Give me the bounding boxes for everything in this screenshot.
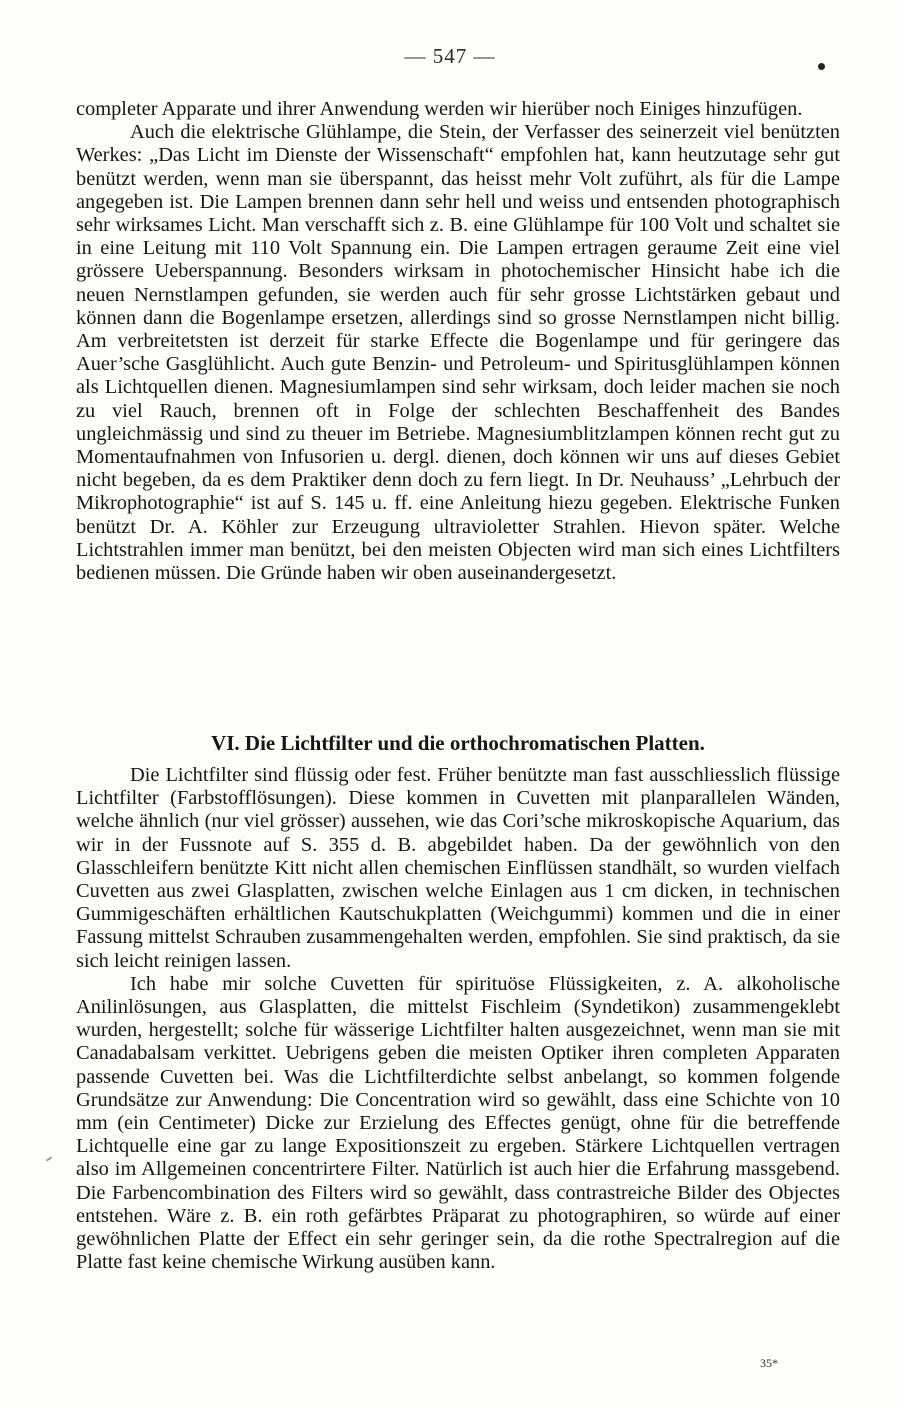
paragraph-light-sources: Auch die elektrische Glühlampe, die Stein, der Verfasser des seinerzeit viel benützten Werkes: „Das Licht im Dienste der Wissenschaft“ empfohlen hat, kann heutzutage sehr gut benützt werden, wenn man sie überspannt, das heisst mehr Volt zuführt, als für die Lampe angegeben ist. Die Lampen brennen dann sehr hell und weiss und entsenden photographisch sehr wirksames Licht. Man verschafft sich z. B. eine Glühlampe für 100 Volt und schaltet sie in eine Leitung mit 110 Volt Spannung ein. Die Lampen ertragen geraume Zeit eine viel grössere Ueberspannung. Besonders wirksam in photochemischer Hinsicht habe ich die neuen Nernstlampen gefunden, sie werden auch für sehr grosse Lichtstärken gebaut und können dann die Bogenlampe ersetzen, allerdings sind so grosse Nernstlampen nicht billig. Am verbreitetsten ist derzeit für starke Effecte die Bogenlampe und für geringere das Auer’sche Gasglühlicht. Auch gute Benzin- und Petroleum- und Spiritusglühlampen können als Lichtquellen dienen. Magnesiumlampen sind sehr wirksam, doch leider machen sie noch zu viel Rauch, brennen oft in Folge der schlechten Beschaffenheit des Bandes ungleichmässig und sind zu theuer im Betriebe. Magnesiumblitzlampen können recht gut zu Momentaufnahmen von Infusorien u. dergl. dienen, doch können wir uns auf dieses Gebiet nicht begeben, da es dem Praktiker denn doch zu fern liegt. In Dr. Neuhauss’ „Lehrbuch der Mikrophotographie“ ist auf S. 145 u. ff. eine Anleitung hiezu gegeben. Elektrische Funken benützt Dr. A. Köhler zur Erzeugung ultravioletter Strahlen. Hievon später. Welche Lichtstrahlen immer man benützt, bei den meisten Objecten wird man sich eines Lichtfilters bedienen müssen. Die Gründe haben wir oben auseinandergesetzt. [76, 121, 840, 585]
printer-signature: 35* [760, 1356, 778, 1370]
paragraph-cuvettes: Ich habe mir solche Cuvetten für spirituöse Flüssigkeiten, z. A. alkoholische Anilinlösungen, aus Glasplatten, die mittelst Fischleim (Syndetikon) zusammengeklebt wurden, hergestellt; solche für wässerige Lichtfilter halten ausgezeichnet, wenn man sie mit Canadabalsam verkittet. Uebrigens geben die meisten Optiker ihren completen Apparaten passende Cuvetten bei. Was die Lichtfilterdichte selbst anbelangt, so kommen folgende Grundsätze zur Anwendung: Die Concentration wird so gewählt, dass eine Schichte von 10 mm (ein Centimeter) Dicke zur Erzielung des Effectes genügt, ohne für die betreffende Lichtquelle eine gar zu lange Expositionszeit zu ergeben. Stärkere Lichtquellen vertragen also im Allgemeinen concentrirtere Filter. Natürlich ist auch hier die Erfahrung massgebend. Die Farbencombination des Filters wird so gewählt, dass contrastreiche Bilder des Objectes entstehen. Wäre z. B. ein roth gefärbtes Präparat zu photographiren, so würde auf einer gewöhnlichen Platte der Effect ein sehr geringer sein, da die rothe Spectralregion auf die Platte fast keine chemische Wirkung ausüben kann. [76, 972, 840, 1274]
section-heading: VI. Die Lichtfilter und die orthochromatischen Platten. [211, 731, 705, 755]
top-text-block [76, 98, 840, 585]
section-text-block [76, 764, 840, 1274]
paragraph-light-filters: Die Lichtfilter sind flüssig oder fest. Früher benützte man fast ausschliesslich flüssige Lichtfilter (Farbstofflösungen). Diese kommen in Cuvetten mit planparallelen Wänden, welche ähnlich (nur viel grösser) aussehen, wie das Cori’sche mikroskopische Aquarium, das wir in der Fussnote auf S. 355 d. B. abgebildet haben. Da der gewöhnlich von den Glasschleifern benützte Kitt nicht allen chemischen Einflüssen standhält, so wurden vielfach Cuvetten aus zwei Glasplatten, zwischen welche Einlagen aus 1 cm dicken, in technischen Gummigeschäften erhältlichen Kautschukplatten (Weichgummi) kommen und die in einer Fassung mittelst Schrauben zusammengehalten werden, empfohlen. Sie sind praktisch, da sie sich leicht reinigen lassen. [76, 764, 840, 972]
margin-mark [46, 1156, 52, 1161]
page-number: — 547 — [404, 44, 496, 68]
ink-dot-mark [818, 63, 825, 70]
paragraph-continuation: completer Apparate und ihrer Anwendung werden wir hierüber noch Einiges hinzufügen. [76, 98, 803, 120]
